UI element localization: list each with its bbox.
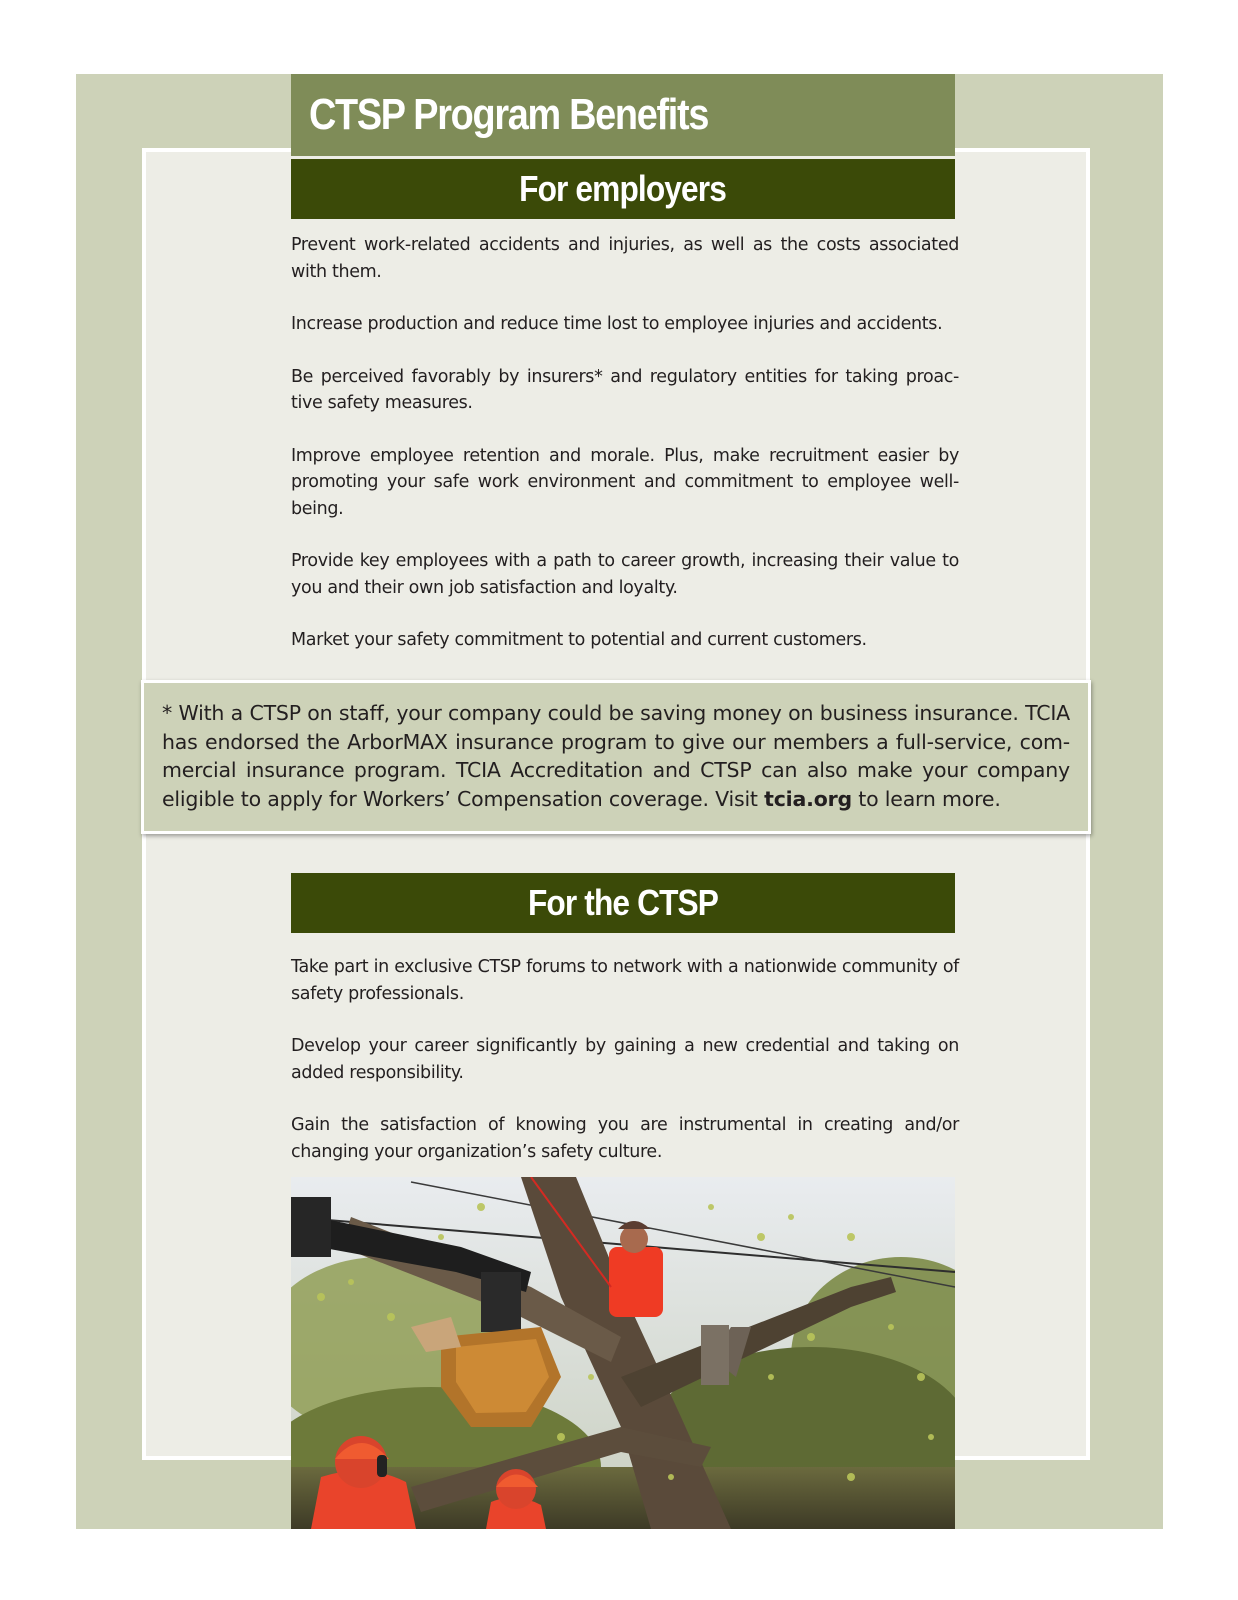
employers-heading: For employers bbox=[519, 168, 727, 209]
ctsp-benefit-list bbox=[291, 954, 959, 1191]
callout-text-before: * With a CTSP on staff, your company could be saving money on business insurance. TCIA has endorsed the ArborMAX insurance program to give our members a full-service, com-mercial insurance program. TCIA Accreditation and CTSP can also make your company eligible to apply for Workers’ Compensation coverage. Visit bbox=[162, 701, 1070, 811]
ctsp-benefit-item: Develop your career significantly by gaining a new credential and taking on added responsibility. bbox=[291, 1036, 959, 1083]
employer-benefit-item: Increase production and reduce time lost to employee injuries and accidents. bbox=[291, 314, 943, 334]
employer-benefit-item: Market your safety commitment to potential and current customers. bbox=[291, 630, 867, 650]
employer-benefit-item: Be perceived favorably by insurers* and regulatory entities for taking proac-tive safety measures. bbox=[291, 366, 959, 413]
tcia-link[interactable]: tcia.org bbox=[764, 786, 852, 811]
employers-heading-bar bbox=[291, 159, 955, 219]
tree-crew-photo bbox=[291, 1177, 955, 1529]
title-banner bbox=[291, 74, 955, 156]
callout-text bbox=[162, 699, 1070, 813]
ctsp-heading-bar bbox=[291, 873, 955, 933]
employer-benefit-item: Prevent work-related accidents and injuries, as well as the costs associated with them. bbox=[291, 235, 959, 282]
employers-benefit-list bbox=[291, 232, 959, 680]
insurance-callout bbox=[141, 680, 1091, 834]
page-title: CTSP Program Benefits bbox=[309, 90, 709, 139]
employer-benefit-item: Provide key employees with a path to career growth, increasing their value to you and their own job satisfaction and loyalty. bbox=[291, 551, 959, 598]
employer-benefit-item: Improve employee retention and morale. Plus, make recruitment easier by promoting your safe work environment and commitment to employee well-being. bbox=[291, 445, 959, 519]
callout-text-after: to learn more. bbox=[851, 786, 1001, 811]
ctsp-heading: For the CTSP bbox=[527, 882, 719, 923]
ctsp-benefit-item: Gain the satisfaction of knowing you are instrumental in creating and/or changing your organization’s safety culture. bbox=[291, 1115, 959, 1162]
ctsp-benefit-item: Take part in exclusive CTSP forums to network with a nationwide community of safety professionals. bbox=[291, 957, 959, 1004]
tree-crew-photo-illustration bbox=[291, 1177, 955, 1529]
